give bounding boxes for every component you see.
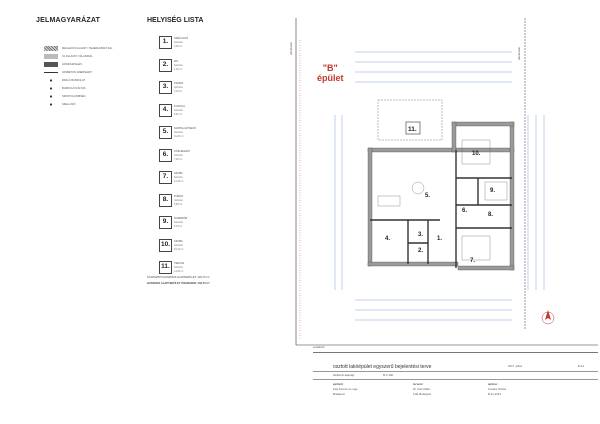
project-title: osztott lakóépület egyszerű bejelentési terve — [333, 364, 432, 370]
room-number: 3. — [159, 81, 172, 94]
building-label-word: épület — [317, 73, 344, 83]
room-floor: burkolat — [174, 243, 183, 247]
room-area: 31,26 m² — [174, 135, 184, 138]
room-floor: burkolat — [174, 131, 183, 134]
room-area: 14,06 m² — [174, 270, 184, 273]
architect-heading: építész — [488, 382, 498, 386]
plan-room-5: 5. — [425, 193, 431, 199]
designer-heading: tervező — [413, 382, 423, 386]
room-name: FÜRDŐ — [174, 194, 184, 198]
room-floor: burkolat — [174, 221, 183, 224]
legend-item-label: BURKOLATVÁLTÁS — [62, 86, 86, 90]
architect-license: É 01-1234 — [488, 392, 501, 396]
room-area: 5,85 m² — [174, 202, 183, 206]
room-number: 6. — [159, 149, 172, 162]
client-heading: építtető — [333, 382, 344, 386]
legend-item-label: VASBETON SZERKEZET — [62, 70, 92, 74]
room-area: 3,06 m² — [174, 45, 183, 48]
furniture — [378, 140, 507, 260]
plan-room-2: 2. — [418, 248, 424, 254]
room-number: 7. — [159, 171, 172, 184]
plot-tag-right: telekhatár — [517, 46, 521, 60]
room-list-item — [159, 171, 229, 191]
plan-room-7: 7. — [470, 258, 476, 264]
room-list-item — [159, 36, 229, 56]
plan-room-3: 3. — [418, 232, 424, 238]
legend-item-label: SZINTKÜLÖNBSÉG — [62, 94, 86, 98]
area-summary-ground: FÖLDSZINTI HASZNOS ALAPTERÜLET: 103,70 m² — [147, 276, 210, 279]
plan-room-10: 10. — [472, 151, 481, 157]
building-label — [317, 63, 344, 83]
room-name: KONYHA — [174, 104, 185, 108]
legend-item — [44, 77, 85, 83]
legend-swatch — [44, 46, 58, 51]
legend-item-label: ÚJ FALAZAT, VÁLASZFAL — [62, 54, 93, 58]
room-list-title: HELYISÉG LISTA — [147, 17, 204, 24]
plan-room-9: 9. — [490, 188, 496, 194]
room-name: SZOBA — [174, 239, 183, 243]
drawing-scale: M 1:100 — [383, 373, 394, 377]
room-area: 13,43 m² — [174, 180, 184, 183]
room-floor: burkolat — [174, 41, 183, 44]
room-number: 5. — [159, 126, 172, 139]
room-name: SZOBA — [174, 172, 183, 175]
room-number: 8. — [159, 194, 172, 207]
room-number: 1. — [159, 36, 172, 49]
legend-item-label: SZELLŐZŐ — [62, 102, 76, 106]
legend-item — [44, 101, 76, 107]
legend-swatch — [44, 78, 58, 83]
room-list-item — [159, 149, 229, 169]
room-number: 9. — [159, 216, 172, 229]
room-list-item — [159, 239, 229, 259]
legend-swatch — [44, 70, 58, 75]
room-name: GARDRÓB — [174, 217, 188, 220]
client-name: Kiss Ferenc és neje — [333, 387, 358, 391]
legend-swatch — [44, 54, 58, 59]
legend-item — [44, 69, 92, 75]
legend-title: JELMAGYARÁZAT — [36, 17, 101, 24]
plan-room-1: 1. — [437, 236, 443, 242]
room-name: KAMRA — [174, 82, 184, 85]
plan-room-8: 8. — [488, 212, 494, 218]
room-floor: burkolat — [174, 63, 183, 67]
room-floor: burkolat — [174, 176, 183, 179]
room-area: 2,04 m² — [174, 90, 183, 93]
room-area: 8,82 m² — [174, 112, 183, 116]
designer-city: 1111 Budapest — [413, 392, 432, 396]
room-name: TERASZ — [174, 262, 185, 265]
legend-swatch — [44, 102, 58, 107]
room-list-item — [159, 104, 229, 124]
plan-room-6: 6. — [462, 208, 468, 214]
architect-name: Kovács Tamás — [488, 387, 507, 391]
legend-item — [44, 85, 86, 91]
drawing-name: földszinti alaprajz — [333, 373, 355, 377]
room-list-item — [159, 194, 229, 214]
designer-name: Dr. Kiss Ildikó — [413, 387, 430, 391]
sheet-date: 2017. július — [508, 364, 523, 368]
area-summary-total: HASZNOS ALAPTERÜLET ÖSSZESEN: 103,70 m² — [147, 282, 210, 285]
room-list-item — [159, 59, 229, 79]
room-area: 1,62 m² — [174, 67, 183, 71]
building-label-code: "B" — [322, 63, 338, 73]
legend-item — [44, 93, 86, 99]
legend-swatch — [44, 62, 58, 67]
legend-item — [44, 45, 112, 51]
room-floor: burkolat — [174, 108, 183, 112]
legend-item-label: PADLÓ BURKOLAT — [62, 78, 86, 82]
room-name: KÖZLEKEDŐ — [174, 149, 190, 153]
title-block — [313, 345, 598, 423]
room-number: 2. — [159, 59, 172, 72]
room-name: WC — [174, 59, 179, 63]
room-list-item — [159, 81, 229, 101]
room-floor: burkolat — [174, 198, 183, 202]
room-list-item — [159, 216, 229, 236]
legend-item-label: MEGLÉVŐ FALAZAT / TEHERHORDÓ FAL — [62, 46, 113, 50]
plot-tag-left: telekhatár — [289, 41, 293, 55]
room-area: 3,24 m² — [174, 225, 183, 228]
room-number: 11. — [159, 261, 172, 274]
sheet-number: É-01 — [578, 364, 584, 368]
client-city: Budapest — [333, 392, 345, 396]
room-list-item — [159, 126, 229, 146]
room-number: 4. — [159, 104, 172, 117]
legend-item-label: HŐSZIGETELÉS — [62, 62, 82, 66]
room-name: NAPPALI-ÉTKEZŐ — [174, 127, 197, 130]
room-number: 10. — [159, 239, 172, 252]
room-floor: burkolat — [174, 86, 183, 89]
title-block-site: Letelkcím — [313, 345, 325, 349]
legend-item — [44, 53, 93, 59]
room-floor: burkolat — [174, 153, 183, 157]
plan-room-11: 11. — [408, 126, 417, 133]
north-arrow-icon — [542, 310, 554, 324]
legend-swatch — [44, 94, 58, 99]
legend-swatch — [44, 86, 58, 91]
plan-room-4: 4. — [385, 236, 391, 242]
room-floor: burkolat — [174, 266, 183, 269]
legend-item — [44, 61, 82, 67]
interior-walls — [370, 150, 512, 268]
room-area: 7,28 m² — [174, 157, 183, 161]
room-area: 15,04 m² — [174, 247, 184, 251]
room-name: SZÉLFOGÓ — [174, 37, 189, 40]
